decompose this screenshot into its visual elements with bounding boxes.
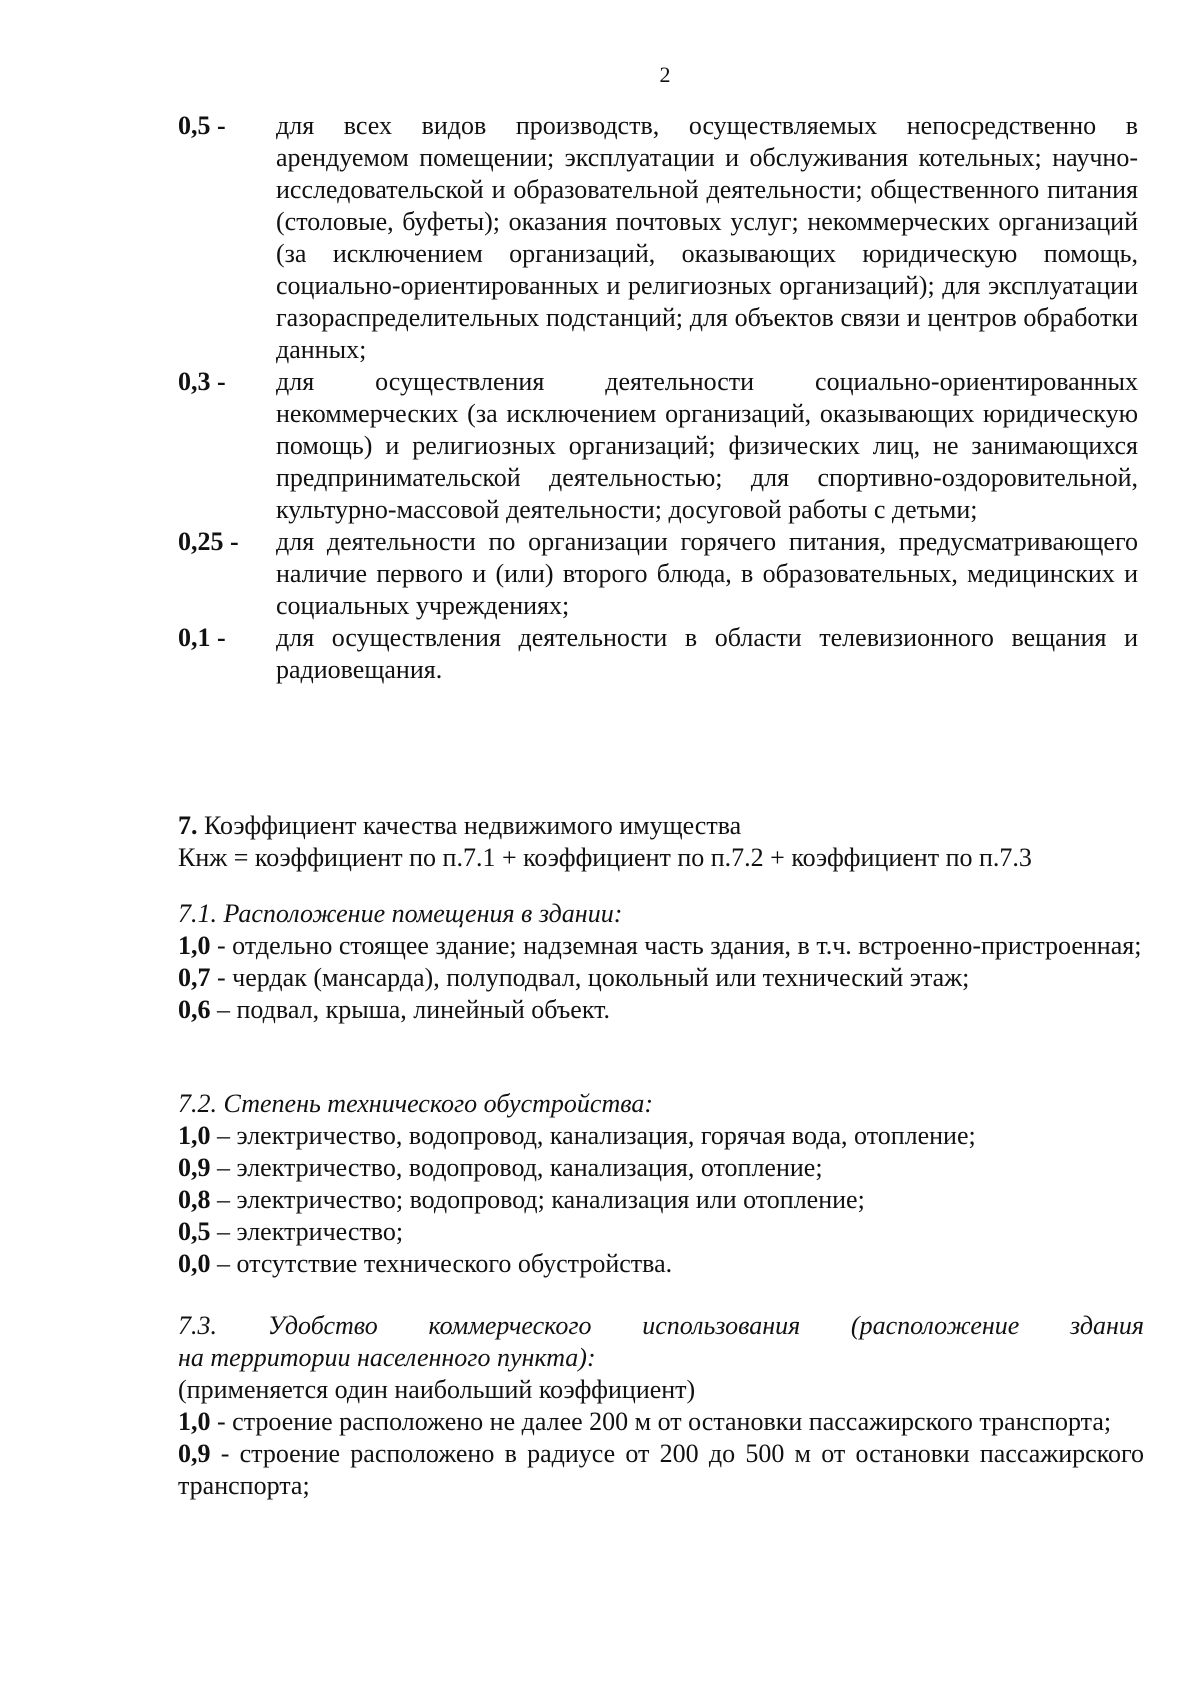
coefficient-line: [178, 1248, 1144, 1280]
subsection-title: 7.1. Расположение помещения в здании:: [178, 899, 623, 928]
formula: Кнж = коэффициент по п.7.1 + коэффициент по п.7.2 + коэффициент по п.7.3: [178, 843, 1032, 872]
coefficient-line: [178, 1216, 1144, 1248]
coefficient-value: 0,9: [178, 1439, 211, 1468]
coefficient-text: - строение расположено в радиусе от 200 до 500 м от остановки пассажирского транспорта;: [178, 1439, 1144, 1500]
item-text: для осуществления деятельности социально-ориентированных некоммерческих (за исключением организаций, оказывающих юридическую помощь) и религиозных организаций; физических лиц, не занимающихся предпринимательской деятельностью; для спортивно-оздоровительной, культурно-массовой деятельности; досуговой работы с детьми;: [276, 367, 1138, 524]
item-value: 0,3 -: [178, 367, 226, 396]
coefficient-text: – подвал, крыша, линейный объект.: [210, 995, 611, 1024]
coefficient-line: [178, 962, 1144, 994]
coefficient-line: [178, 994, 1144, 1026]
section-heading: [178, 810, 1144, 842]
subsection-7-1: [178, 898, 1144, 1026]
coefficient-value: 0,9: [178, 1153, 211, 1182]
coefficient-value: 0,6: [178, 995, 211, 1024]
coefficient-text: – электричество; водопровод; канализация или отопление;: [210, 1185, 865, 1214]
list-item: [178, 526, 1138, 622]
section-title: Коэффициент качества недвижимого имущества: [197, 811, 742, 840]
coefficient-text: – электричество, водопровод, канализация, отопление;: [210, 1153, 823, 1182]
coefficient-value: 0,8: [178, 1185, 211, 1214]
item-value: 0,25 -: [178, 527, 239, 556]
subsection-7-2: [178, 1088, 1144, 1280]
subsection-title-continued: на территории населенного пункта):: [178, 1343, 596, 1372]
subsection-note: (применяется один наибольший коэффициент): [178, 1375, 696, 1404]
coefficient-text: – электричество, водопровод, канализация, горячая вода, отопление;: [210, 1121, 976, 1150]
coefficient-text: - строение расположено не далее 200 м от остановки пассажирского транспорта;: [210, 1407, 1112, 1436]
item-text: для осуществления деятельности в области телевизионного вещания и радиовещания.: [276, 623, 1138, 684]
coefficient-line: [178, 1120, 1144, 1152]
subsection-title: 7.2. Степень технического обустройства:: [178, 1089, 653, 1118]
coefficient-list: [178, 110, 1138, 686]
list-item: [178, 366, 1138, 526]
coefficient-text: - отдельно стоящее здание; надземная часть здания, в т.ч. встроенно-пристроенная;: [210, 931, 1142, 960]
list-item: [178, 622, 1138, 686]
coefficient-line: [178, 930, 1144, 962]
coefficient-line: [178, 1438, 1144, 1502]
coefficient-value: 0,5: [178, 1217, 211, 1246]
coefficient-text: - чердак (мансарда), полуподвал, цокольный или технический этаж;: [210, 963, 970, 992]
item-text: для деятельности по организации горячего питания, предусматривающего наличие первого и (или) второго блюда, в образовательных, медицинских и социальных учреждениях;: [276, 527, 1138, 620]
coefficient-text: – отсутствие технического обустройства.: [210, 1249, 673, 1278]
coefficient-value: 0,7: [178, 963, 211, 992]
coefficient-line: [178, 1184, 1144, 1216]
subsection-title: 7.3. Удобство коммерческого использования (расположение здания: [178, 1311, 1144, 1340]
coefficient-line: [178, 1406, 1144, 1438]
coefficient-value: 1,0: [178, 1121, 211, 1150]
item-value: 0,1 -: [178, 623, 226, 652]
list-item: [178, 110, 1138, 366]
coefficient-value: 1,0: [178, 1407, 211, 1436]
coefficient-line: [178, 1152, 1144, 1184]
section-7: [178, 810, 1144, 874]
section-number: 7.: [178, 811, 198, 840]
subsection-7-3: [178, 1310, 1144, 1502]
item-text: для всех видов производств, осуществляемых непосредственно в арендуемом помещении; эксплуатации и обслуживания котельных; научно-исследовательской и образовательной деятельности; общественного питания (столовые, буфеты); оказания почтовых услуг; некоммерческих организаций (за исключением организаций, оказывающих юридическую помощь, социально-ориентированных и религиозных организаций); для эксплуатации газораспределительных подстанций; для объектов связи и центров обработки данных;: [276, 111, 1138, 364]
page-number: 2: [659, 62, 671, 87]
coefficient-text: – электричество;: [210, 1217, 404, 1246]
item-value: 0,5 -: [178, 111, 226, 140]
coefficient-value: 1,0: [178, 931, 211, 960]
coefficient-value: 0,0: [178, 1249, 211, 1278]
